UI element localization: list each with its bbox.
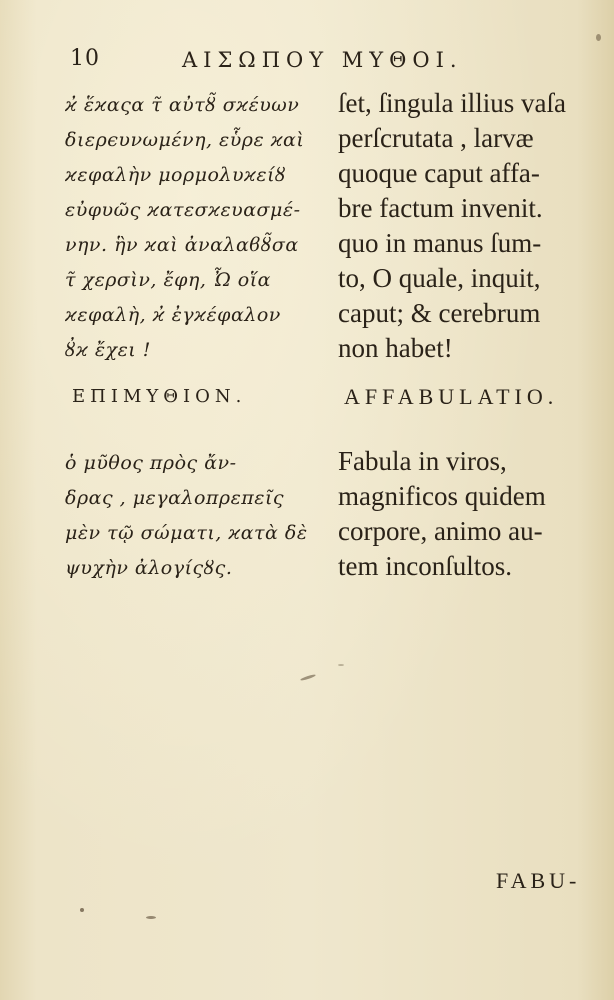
latin-line: magnificos quidem [338,481,546,511]
latin-line: corpore, animo au- [338,516,543,546]
fable-greek-column [65,88,327,368]
latin-line: perſcrutata , larvæ [338,123,534,153]
page-number: 10 [70,46,100,71]
greek-line: εὐφυῶς ϰατεσϰευασμέ- [65,199,301,221]
latin-line: quo in manus ſum- [338,228,542,258]
greek-line: μὲν τῷ σώματι, ϰατὰ δὲ [65,522,308,544]
greek-line: δρας , μεγαλοπρεπεῖς [65,487,285,509]
running-title: ΑΙΣΩΠΟΥ ΜΥΘΟΙ. [182,48,463,72]
catchword: FABU- [496,868,581,893]
greek-line: ψυχὴν ἀλογίςȣς. [65,557,233,579]
page-header [70,46,570,78]
greek-line: τ̃ χερσὶν, ἔφη, Ὦ οἵα [65,269,272,291]
greek-line: ȣ̓ϰ ἔχει ! [65,339,151,361]
greek-line: ϰ̓ ἕϰαςα τ̃ αὐτȣ̃ σϰέυων [65,94,300,116]
latin-line: non habet! [338,333,453,363]
ink-speck [80,908,84,912]
ink-speck [300,674,316,682]
moral-greek-heading: ΕΠΙΜΥΘΙΟΝ. [72,386,247,407]
latin-line: quoque caput affa- [338,158,540,188]
latin-line: ſet, ſingula illius vaſa [338,88,566,118]
latin-line: tem inconſultos. [338,551,512,581]
moral-latin-column [338,444,590,584]
ink-speck [596,34,601,41]
ink-speck [146,916,156,919]
fable-latin-column [338,86,590,366]
moral-greek-column [65,446,327,586]
greek-line: ϰεφαλὴ, ϰ̓ ἐγϰέφαλον [65,304,281,326]
greek-line: διερϵυνωμένη, εὗρε ϰαὶ [65,129,305,151]
greek-line: ϰεφαλὴν μορμολυϰείȣ [65,164,287,186]
moral-latin-heading: AFFABULATIO. [344,384,559,409]
latin-line: to, O quale, inquit, [338,263,541,293]
latin-line: caput; & cerebrum [338,298,541,328]
latin-line: Fabula in viros, [338,446,507,476]
greek-line: ὁ μῦθος πρὸς ἄν- [65,452,237,474]
latin-line: bre factum invenit. [338,193,543,223]
greek-line: νην. ἣν ϰαὶ ἀναλαϐȣ̃σα [65,234,299,256]
ink-speck [338,664,344,666]
